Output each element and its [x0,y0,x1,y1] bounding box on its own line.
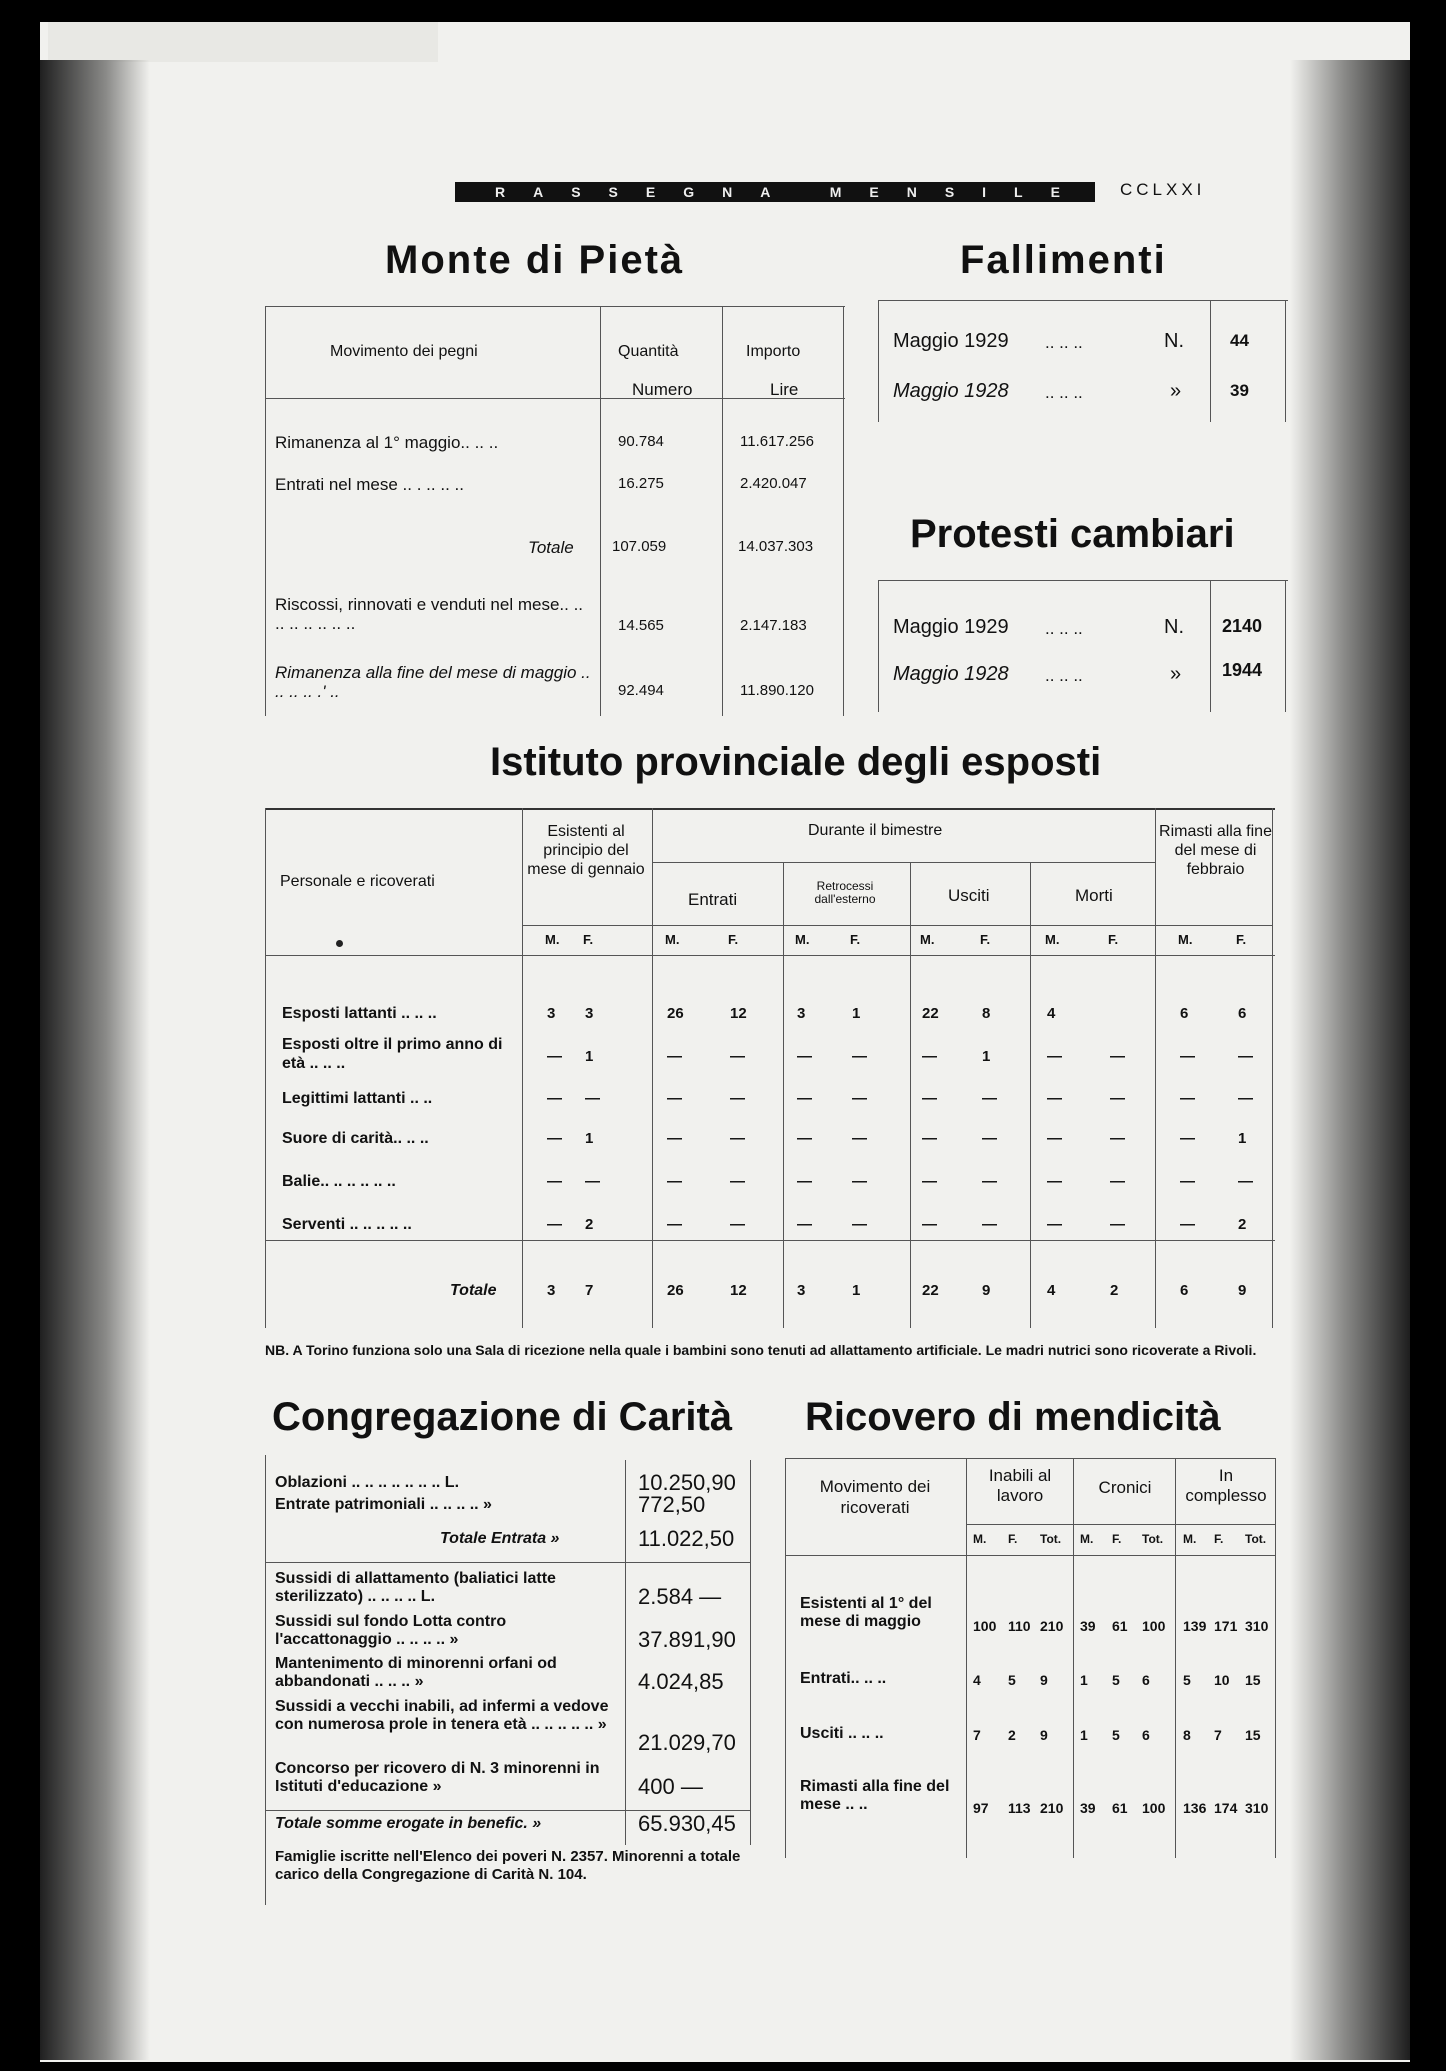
row-label: Esposti lattanti .. .. .. [282,1005,437,1022]
row-value: — [667,1216,682,1233]
monte-row-qty: 16.275 [618,475,664,492]
item-value: 772,50 [638,1492,706,1517]
sex-label: M. [665,932,680,947]
item-value: 2.584 — [638,1584,722,1609]
row-value: 7 [973,1727,981,1743]
row-value: — [797,1130,812,1147]
protesti-dots: .. .. .. [1045,666,1083,685]
row-value: — [852,1216,867,1233]
row-value: 61 [1112,1618,1128,1634]
istituto-col-morti: Morti [1075,886,1113,905]
row-value: 2 [1008,1727,1016,1743]
row-value: — [730,1048,745,1065]
row-value: 15 [1245,1727,1261,1743]
row-value: — [922,1130,937,1147]
row-value: — [982,1130,997,1147]
total-value: 6 [1180,1282,1189,1299]
total-value: 3 [547,1282,556,1299]
item-label: Concorso per ricovero di N. 3 minorenni in Istituti d'educazione » [275,1760,600,1795]
protesti-label: Maggio 1928 [893,663,1009,685]
row-value: — [797,1048,812,1065]
paper-tab [48,22,438,62]
item-label: Totale Entrata » [440,1530,560,1547]
sub-label: M. [973,1532,987,1546]
row-label: Esposti oltre il primo anno di età .. .. .. [282,1036,503,1072]
running-header-band: RASSEGNA MENSILE [455,182,1095,202]
row-value: 9 [1040,1672,1048,1688]
monte-col-label: Movimento dei pegni [330,343,478,360]
row-value: — [1238,1173,1253,1190]
row-label: Serventi .. .. .. .. .. [282,1216,412,1233]
row-value: 3 [797,1005,806,1022]
row-value: — [547,1173,562,1190]
protesti-unit: N. [1164,616,1184,638]
row-value: 174 [1214,1800,1238,1816]
row-value: 6 [1142,1672,1150,1688]
row-value: 22 [922,1005,939,1022]
fallimenti-label: Maggio 1929 [893,330,1009,352]
row-value: — [1110,1048,1125,1065]
fallimenti-title: Fallimenti [960,238,1167,282]
total-value: 1 [852,1282,861,1299]
congregazione-title: Congregazione di Carità [272,1395,733,1439]
row-value: — [922,1048,937,1065]
row-value: — [852,1173,867,1190]
protesti-unit: » [1170,663,1182,685]
row-value: — [1047,1048,1062,1065]
sex-label: F. [1108,932,1119,947]
row-value: 310 [1245,1800,1269,1816]
fallimenti-value: 39 [1230,381,1249,400]
istituto-col-usciti: Usciti [948,886,990,905]
protesti-value: 1944 [1222,660,1263,680]
row-label: Entrati.. .. .. [800,1670,887,1687]
monte-row-label: Riscossi, rinnovati e venduti nel mese.. .. .. .. .. .. .. .. [275,595,584,633]
istituto-col-personale: Personale e ricoverati [280,873,435,890]
item-label: Entrate patrimoniali .. .. .. .. » [275,1496,492,1513]
monte-col-imp-sub: Lire [770,380,799,399]
row-value: 39 [1080,1618,1096,1634]
row-value: 10 [1214,1672,1230,1688]
monte-total-imp: 14.037.303 [738,538,814,555]
monte-row-label: Entrati nel mese .. . .. .. .. [275,475,464,494]
row-value: — [667,1090,682,1107]
row-value: — [1180,1173,1195,1190]
row-value: — [547,1090,562,1107]
row-value: — [585,1090,600,1107]
row-value: — [667,1130,682,1147]
row-value: 8 [982,1005,991,1022]
row-value: — [1110,1173,1125,1190]
row-value: 3 [585,1005,594,1022]
row-value: 3 [547,1005,556,1022]
row-value: — [547,1048,562,1065]
ricovero-col-cronici: Cronici [1098,1478,1152,1497]
item-label: Sussidi sul fondo Lotta contro l'accattonaggio .. .. .. .. » [275,1613,507,1648]
row-value: — [797,1090,812,1107]
row-value: 139 [1183,1618,1207,1634]
row-value: 5 [1112,1727,1120,1743]
sex-label: M. [920,932,935,947]
row-value: — [982,1216,997,1233]
row-value: — [730,1130,745,1147]
fallimenti-label: Maggio 1928 [893,380,1009,402]
total-value: 3 [797,1282,806,1299]
ricovero-title: Ricovero di mendicità [805,1395,1221,1439]
item-value: 400 — [638,1774,703,1799]
sex-label: M. [1045,932,1060,947]
total-value: 7 [585,1282,594,1299]
sub-label: Tot. [1245,1532,1267,1546]
fallimenti-value: 44 [1230,331,1249,350]
row-value: — [1180,1130,1195,1147]
sex-label: M. [545,932,560,947]
row-value: — [1180,1048,1195,1065]
row-value: — [547,1216,562,1233]
sub-label: M. [1080,1532,1094,1546]
row-value: 8 [1183,1727,1191,1743]
fallimenti-unit: » [1170,380,1182,402]
row-label: Rimasti alla fine del mese .. .. [800,1778,950,1813]
monte-row-label: Rimanenza al 1° maggio.. .. .. [275,433,499,452]
row-value: — [852,1130,867,1147]
row-value: — [547,1130,562,1147]
sub-label: M. [1183,1532,1197,1546]
row-value: — [1238,1090,1253,1107]
sub-label: F. [1112,1532,1122,1546]
row-value: 26 [667,1005,684,1022]
row-value: 4 [973,1672,981,1688]
fallimenti-dots: .. .. .. [1045,383,1083,402]
item-value: 11.022,50 [638,1526,735,1551]
row-value: 15 [1245,1672,1261,1688]
row-value: 1 [1238,1130,1247,1147]
monte-row-qty: 90.784 [618,433,664,450]
row-value: 12 [730,1005,747,1022]
row-value: 97 [973,1800,989,1816]
istituto-note: NB. A Torino funziona solo una Sala di ricezione nella quale i bambini sono tenuti ad allattamento artificiale. Le madri nutrici sono ricoverate a Rivoli. [265,1342,1257,1358]
sex-label: F. [980,932,991,947]
row-value: — [1238,1048,1253,1065]
row-value: — [797,1216,812,1233]
item-value: 10.250,90 [638,1470,736,1495]
row-value: 6 [1238,1005,1247,1022]
sub-label: F. [1214,1532,1224,1546]
item-label: Sussidi di allattamento (baliatici latte sterilizzato) .. .. .. .. L. [275,1570,556,1605]
monte-total-label: Totale [528,538,574,557]
item-label: Totale somme erogate in benefic. » [275,1815,542,1832]
total-value: 9 [982,1282,991,1299]
row-value: 100 [973,1618,997,1634]
congregazione-footer: Famiglie iscritte nell'Elenco dei poveri N. 2357. Minorenni a totale carico della Congregazione di Carità N. 104. [275,1848,741,1883]
row-value: — [730,1173,745,1190]
total-value: 12 [730,1282,747,1299]
row-value: — [1180,1090,1195,1107]
total-value: 2 [1110,1282,1119,1299]
row-value: 2 [585,1216,594,1233]
total-value: 4 [1047,1282,1056,1299]
page-folio: CCLXXI [1120,180,1206,199]
istituto-col-durante: Durante il bimestre [808,822,943,839]
row-value: — [852,1090,867,1107]
item-value: 37.891,90 [638,1627,736,1652]
monte-row-label: Rimanenza alla fine del mese di maggio .. .. .. .. .' .. [275,663,591,701]
monte-title: Monte di Pietà [385,238,685,282]
monte-row-imp: 11.890.120 [740,682,814,699]
monte-row-imp: 2.147.183 [740,617,807,634]
monte-row-imp: 11.617.256 [740,433,814,450]
sub-label: F. [1008,1532,1018,1546]
row-value: 1 [585,1048,594,1065]
row-value: 171 [1214,1618,1238,1634]
monte-row-qty: 14.565 [618,617,664,634]
item-label: Sussidi a vecchi inabili, ad infermi a vedove con numerosa prole in tenera età .. .. .. .. .. » [275,1698,609,1733]
monte-col-qty: Quantità [618,343,679,360]
row-value: 6 [1180,1005,1189,1022]
protesti-title: Protesti cambiari [910,512,1235,556]
item-label: Oblazioni .. .. .. .. .. .. .. L. [275,1474,460,1491]
sub-label: Tot. [1040,1532,1062,1546]
item-value: 65.930,45 [638,1811,736,1836]
istituto-col-esistenti: Esistenti al principio del mese di gennaio [527,823,645,878]
binding-shadow-right [1290,60,1410,2060]
page-background [40,22,1410,2062]
row-label: Usciti .. .. .. [800,1725,884,1742]
row-value: 1 [1080,1727,1088,1743]
row-value: — [667,1048,682,1065]
row-value: — [667,1173,682,1190]
row-value: — [585,1173,600,1190]
row-value: 5 [1008,1672,1016,1688]
ricovero-col-compl: In complesso [1185,1466,1267,1505]
sex-label: F. [728,932,739,947]
sex-label: M. [795,932,810,947]
row-value: — [922,1216,937,1233]
row-value: — [1047,1173,1062,1190]
row-value: 113 [1008,1800,1031,1816]
row-label: Balie.. .. .. .. .. .. [282,1173,396,1190]
row-label: Legittimi lattanti .. .. [282,1090,433,1107]
istituto-col-retrocessi: Retrocessi dall'esterno [814,879,876,906]
item-label: Mantenimento di minorenni orfani od abbandonati .. .. .. » [275,1655,557,1690]
protesti-dots: .. .. .. [1045,619,1083,638]
item-value: 4.024,85 [638,1669,724,1694]
row-value: — [982,1173,997,1190]
row-value: — [982,1090,997,1107]
protesti-label: Maggio 1929 [893,616,1009,638]
row-value: 61 [1112,1800,1128,1816]
monte-row-imp: 2.420.047 [740,475,807,492]
row-value: — [1047,1090,1062,1107]
row-value: — [1047,1216,1062,1233]
monte-total-qty: 107.059 [612,538,667,555]
row-value: 5 [1112,1672,1120,1688]
sex-label: F. [850,932,861,947]
row-value: 1 [852,1005,861,1022]
row-value: — [1180,1216,1195,1233]
row-value: — [852,1048,867,1065]
row-value: 1 [1080,1672,1088,1688]
protesti-value: 2140 [1222,616,1263,636]
sex-label: M. [1178,932,1193,947]
row-label: Suore di carità.. .. .. [282,1130,429,1147]
row-value: — [922,1173,937,1190]
row-value: — [1110,1130,1125,1147]
istituto-title: Istituto provinciale degli esposti [490,740,1102,784]
istituto-col-entrati: Entrati [688,890,738,909]
row-label: Esistenti al 1° del mese di maggio [800,1595,932,1630]
total-label: Totale [450,1282,497,1299]
sub-label: Tot. [1142,1532,1164,1546]
item-value: 21.029,70 [638,1730,736,1755]
row-value: — [730,1216,745,1233]
row-value: — [922,1090,937,1107]
monte-col-imp: Importo [746,343,801,360]
row-value: — [1110,1216,1125,1233]
sex-label: F. [1236,932,1247,947]
row-value: 210 [1040,1618,1064,1634]
row-value: — [797,1173,812,1190]
row-value: 210 [1040,1800,1064,1816]
row-value: 1 [982,1048,991,1065]
row-value: — [730,1090,745,1107]
istituto-col-rimasti: Rimasti alla fine del mese di febbraio [1159,823,1272,878]
row-value: 39 [1080,1800,1096,1816]
fallimenti-unit: N. [1164,330,1184,352]
monte-col-qty-sub: Numero [632,380,693,399]
row-value: 136 [1183,1800,1207,1816]
row-value: 6 [1142,1727,1150,1743]
row-value: — [1110,1090,1125,1107]
row-value: 5 [1183,1672,1191,1688]
binding-shadow-left [40,60,150,2060]
ricovero-col-inabili: Inabili al lavoro [988,1466,1052,1505]
fallimenti-dots: .. .. .. [1045,333,1083,352]
row-value: 7 [1214,1727,1222,1743]
row-value: 100 [1142,1800,1166,1816]
row-value: 4 [1047,1005,1056,1022]
marker-dot-icon [336,940,343,947]
row-value: 2 [1238,1216,1247,1233]
monte-row-qty: 92.494 [618,682,664,699]
row-value: 310 [1245,1618,1269,1634]
row-value: 9 [1040,1727,1048,1743]
total-value: 9 [1238,1282,1247,1299]
total-value: 22 [922,1282,939,1299]
total-value: 26 [667,1282,684,1299]
row-value: 110 [1008,1618,1031,1634]
row-value: 100 [1142,1618,1166,1634]
ricovero-col-mov: Movimento dei ricoverati [819,1477,931,1517]
row-value: 1 [585,1130,594,1147]
sex-label: F. [583,932,594,947]
row-value: — [1047,1130,1062,1147]
